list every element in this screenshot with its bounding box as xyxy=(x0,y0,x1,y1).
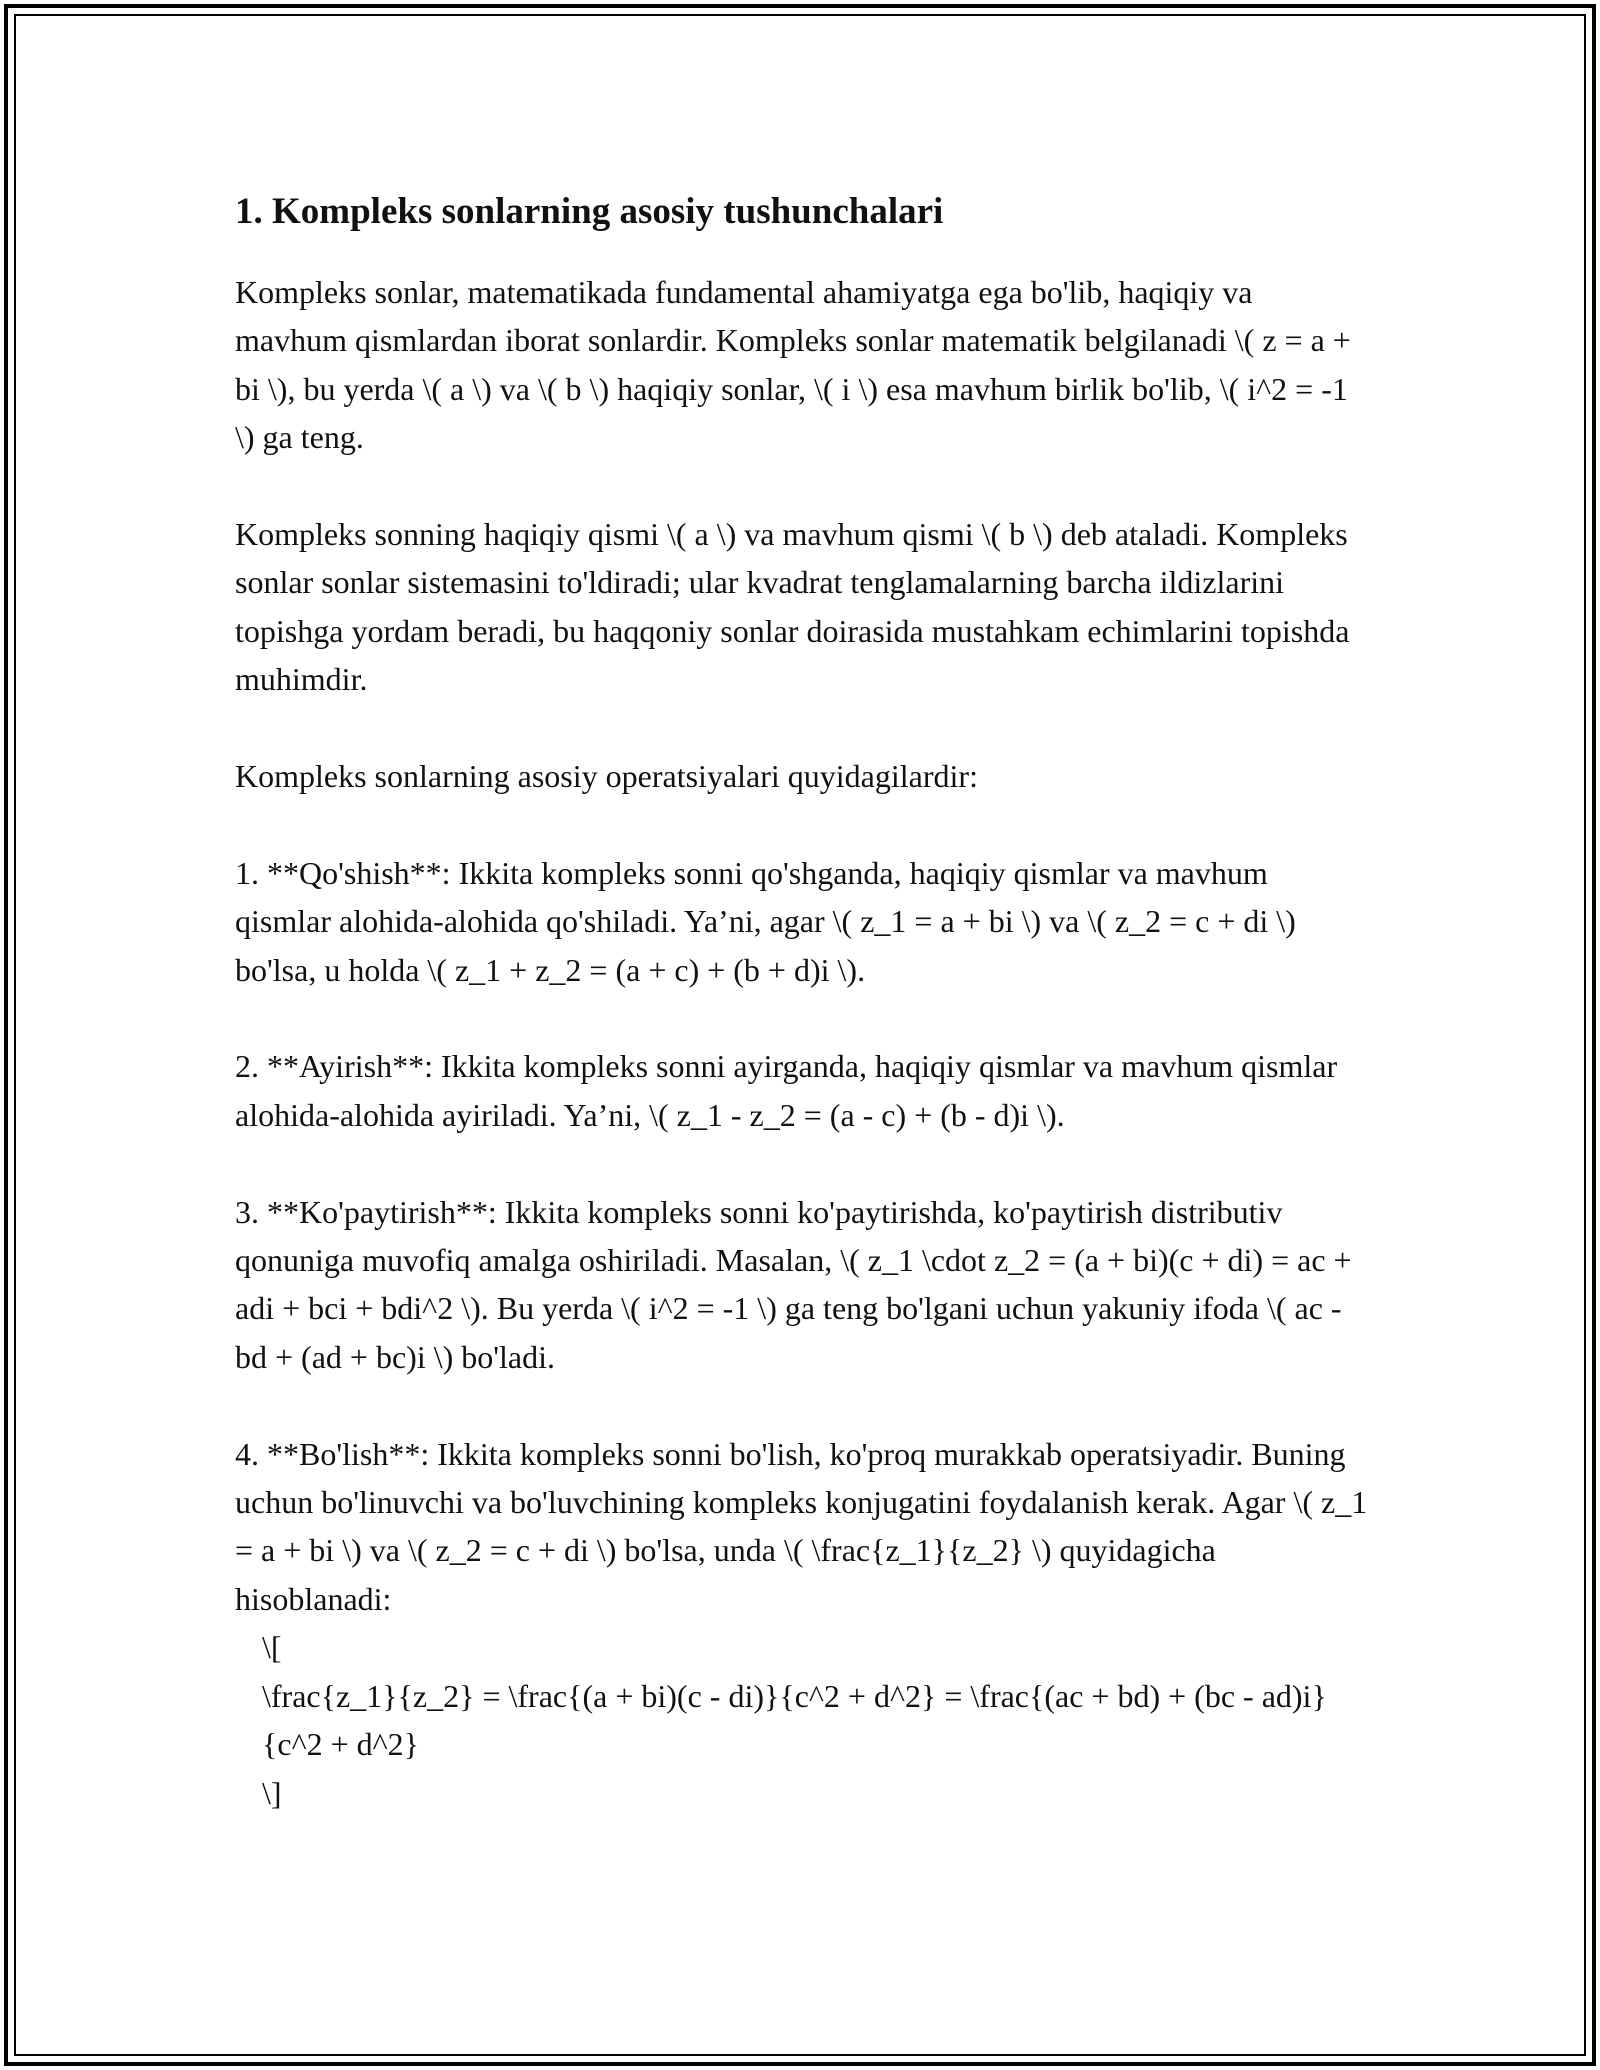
paragraph-operations-intro: Kompleks sonlarning asosiy operatsiyalari quyidagilardir: xyxy=(235,758,978,795)
section-heading: 1. Kompleks sonlarning asosiy tushunchalari xyxy=(235,191,944,232)
paragraph-gap xyxy=(235,800,1370,848)
formula-body: \frac{z_1}{z_2} = \frac{(a + bi)(c - di)}{c^2 + d^2} = \frac{(ac + bd) + (bc - ad)i}{c^2 + d^2} xyxy=(262,1677,1327,1763)
list-item-addition: 1. **Qo'shish**: Ikkita kompleks sonni qo'shganda, haqiqiy qismlar va mavhum qismlar alohida-alohida qo'shiladi. Ya’ni, agar \( z_1 = a + bi \) va \( z_2 = c + di \) bo'lsa, u holda \( z_1 + z_2 = (a + c) + (b + d)i \). xyxy=(235,854,1304,988)
list-item-multiplication: 3. **Ko'paytirish**: Ikkita kompleks sonni ko'paytirishda, ko'paytirish distributiv qonuniga muvofiq amalga oshiriladi. Masalan, \( z_1 \cdot z_2 = (a + bi)(c + di) = ac + adi + bci + bdi^2 \). Bu yerda \( i^2 = -1 \) ga teng bo'lgani uchun yakuniy ifoda \( ac - bd + (ad + bc)i \) bo'ladi. xyxy=(235,1193,1360,1375)
paragraph-gap xyxy=(235,1139,1370,1187)
list-item-subtraction: 2. **Ayirish**: Ikkita kompleks sonni ayirganda, haqiqiy qismlar va mavhum qismlar alohida-alohida ayiriladi. Ya’ni, \( z_1 - z_2 = (a - c) + (b - d)i \). xyxy=(235,1048,1346,1133)
paragraph-gap xyxy=(235,462,1370,510)
paragraph-gap xyxy=(235,704,1370,752)
paragraph-definition: Kompleks sonlar, matematikada fundamental ahamiyatga ega bo'lib, haqiqiy va mavhum qismlardan iborat sonlardir. Kompleks sonlar matematik belgilanadi \( z = a + bi \), bu yerda \( a \) va \( b \) haqiqiy sonlar, \( i \) esa mavhum birlik bo'lib, \( i^2 = -1 \) ga teng. xyxy=(235,274,1359,456)
list-item-division: 4. **Bo'lish**: Ikkita kompleks sonni bo'lish, ko'proq murakkab operatsiyadir. Buning uchun bo'linuvchi va bo'luvchining kompleks konjugatini foydalanish kerak. Agar \( z_1 = a + bi \) va \( z_2 = c + di \) bo'lsa, unda \( \frac{z_1}{z_2} \) quyidagicha hisoblanadi: xyxy=(235,1435,1376,1617)
paragraph-gap xyxy=(235,994,1370,1042)
paragraph-gap xyxy=(235,1381,1370,1429)
formula-open: \[ xyxy=(262,1629,282,1666)
document-body xyxy=(235,188,1376,1817)
formula-close: \] xyxy=(262,1774,282,1811)
paragraph-parts: Kompleks sonning haqiqiy qismi \( a \) va mavhum qismi \( b \) deb ataladi. Kompleks sonlar sonlar sistemasini to'ldiradi; ular kvadrat tenglamalarning barcha ildizlarini topishga yordam beradi, bu haqqoniy sonlar doirasida mustahkam echimlarini topishda muhimdir. xyxy=(235,516,1358,698)
